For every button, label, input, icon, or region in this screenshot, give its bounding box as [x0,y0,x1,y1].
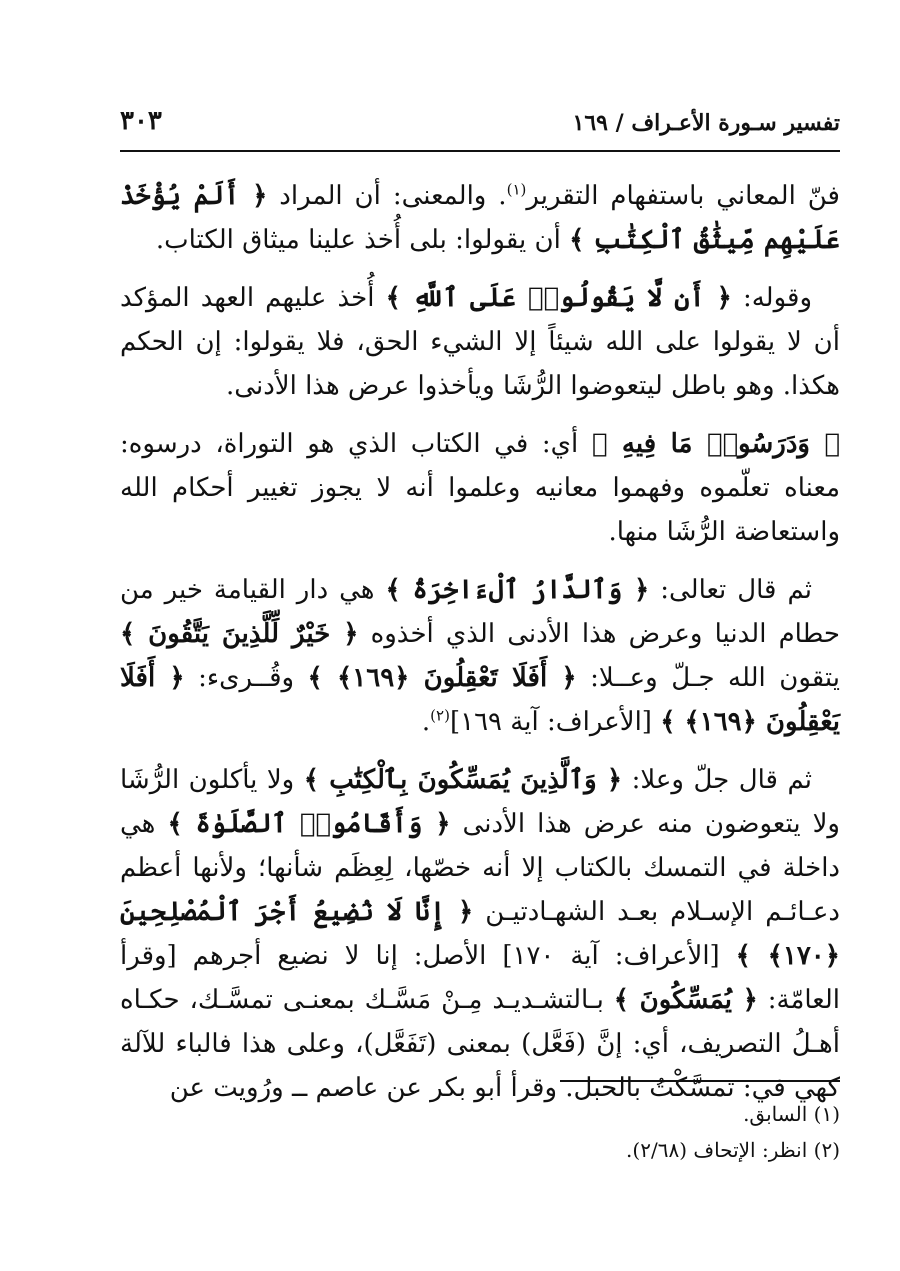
paragraph-1 [120,174,840,262]
quran-quote: ﴿ وَدَرَسُوا۟ مَا فِيهِ ﴾ [591,429,840,459]
footnote-ref-2: (٢) [430,706,450,725]
text: يتقون الله جـلّ وعــلا: [576,663,840,693]
text: بـالتشـديـد مِـنْ مَسَّـك بمعنـى تمسَّـك، حكـاه أهـلُ التصريف، أي: إنَّ (فَعَّل) بمعنى (تَفَعَّل)، وعلى هذا فالباء للآلة كهي في: تمسَّكْتُ بالحبل. وقرأ أبو بكر عن عاصم ــ ورُويت عن [120,985,840,1103]
quran-quote: ﴿ أَفَلَا تَعْقِلُونَ ﴿١٦٩﴾ ﴾ [307,663,577,693]
text: [الأعراف: آية ١٧٠] الأصل: إنا لا نضيع أجرهم [وقرأ العامّة: [120,941,840,1015]
text: أي: في الكتاب الذي هو التوراة، درسوه: معناه تعلّموه وفهموا معانيه وعلموا أنه لا يجوز تغيير أحكام الله واستعاضة الرُّشَا منها. [120,429,840,547]
text: ثم قال تعالى: [649,575,812,605]
text: وقُــرىء: [184,663,308,693]
quran-quote: ﴿ أَلَمْ يُؤْخَذْ عَلَيْهِم مِّيثَٰقُ ٱلْكِتَٰبِ ﴾ [120,181,840,255]
footnote-divider [560,1080,840,1082]
quran-quote: ﴿ خَيْرٌ لِّلَّذِينَ يَتَّقُونَ ﴾ [120,619,359,649]
paragraph-4 [120,568,840,744]
text: ثم قال جلّ وعلا: [622,765,812,795]
text: أن يقولوا: بلى أُخذ علينا ميثاق الكتاب. [155,225,570,255]
body-text [120,174,840,1110]
running-title: تفسير سـورة الأعـراف / ١٦٩ [572,110,840,136]
quran-quote: ﴿ يُمَسِّكُونَ ﴾ [613,985,758,1015]
footnote-1: (١) السابق. [743,1102,840,1126]
paragraph-3 [120,422,840,554]
text: . والمعنى: أن المراد [267,181,507,211]
paragraph-2 [120,276,840,408]
quran-quote: ﴿ وَأَقَامُوا۟ ٱلصَّلَوٰةَ ﴾ [167,809,451,839]
text: أُخذ عليهم العهد المؤكد أن لا يقولوا على الله شيئاً إلا الشيء الحق، فلا يقولوا: إن الحكم هكذا. وهو باطل ليتعوضوا الرُّشَا ويأخذوا عرض هذا الأدنى. [120,283,840,401]
quran-quote: ﴿ إِنَّا لَا نُضِيعُ أَجْرَ ٱلْمُصْلِحِينَ ﴿١٧٠﴾ ﴾ [120,897,841,971]
text: هي دار القيامة خير من حطام الدنيا وعرض هذا الأدنى الذي أخذوه [120,575,840,649]
text: ولا يأكلون الرُّشَا ولا يتعوضون منه عرض هذا الأدنى [120,765,840,839]
text: [الأعراف: آية ١٦٩] [449,707,661,737]
page [120,100,840,1124]
text: هي داخلة في التمسك بالكتاب إلا أنه خصّها، لِعِظَم شأنها؛ ولأنها أعظم دعـائـم الإسـلام بعـد الشهـادتيـن [120,809,841,927]
quran-quote: ﴿ أَفَلَا يَعْقِلُونَ ﴿١٦٩﴾ ﴾ [120,663,840,737]
text: . [421,707,431,737]
quran-quote: ﴿ أَن لَّا يَقُولُوا۟ عَلَى ٱللَّهِ ﴾ [385,283,732,313]
quran-quote: ﴿ وَٱلَّذِينَ يُمَسِّكُونَ بِٱلْكِتَٰبِ ﴾ [303,765,623,795]
paragraph-5 [120,758,840,1110]
footnote-2: (٢) انظر: الإتحاف (٢/٦٨). [626,1138,840,1162]
footnote-list [626,1096,840,1168]
running-header [120,100,840,152]
text: وقوله: [731,283,812,313]
quran-quote: ﴿ وَٱلدَّارُ ٱلْءَاخِرَةُ ﴾ [385,575,650,605]
footnote-ref-1: (١) [506,180,527,199]
page-number: ٣٠٣ [120,106,162,136]
text: فنّ المعاني باستفهام التقرير [526,181,840,211]
